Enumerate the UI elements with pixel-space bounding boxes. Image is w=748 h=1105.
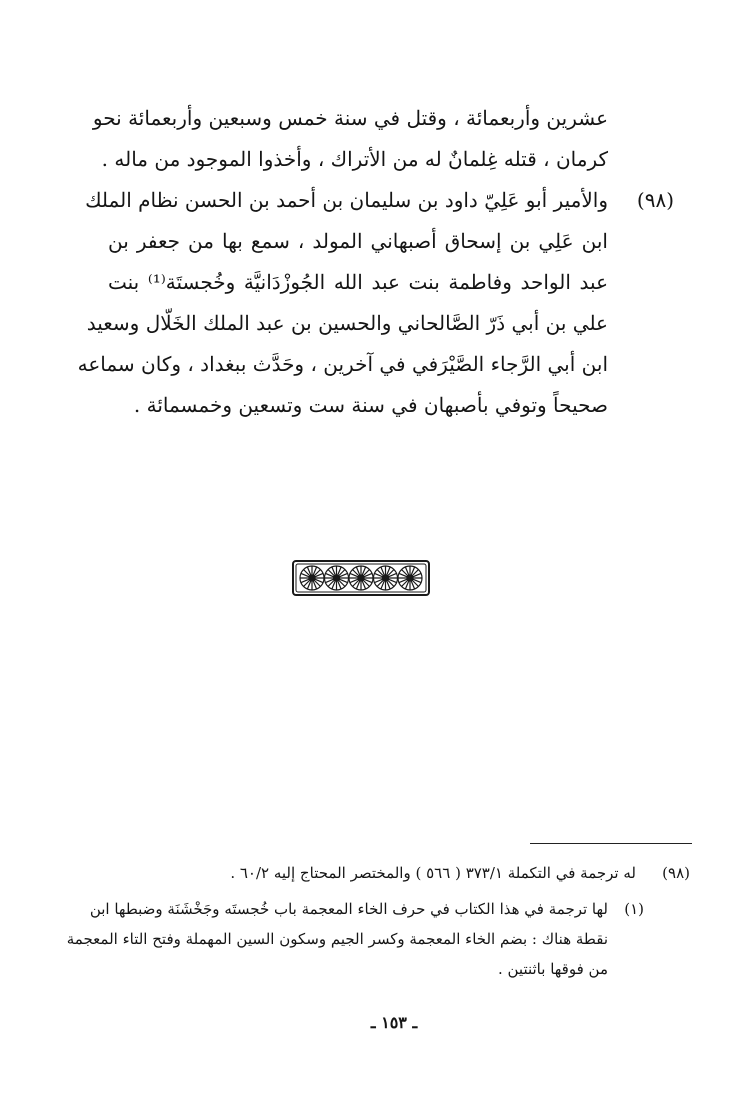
rosette-ornament-icon (292, 560, 430, 596)
entry-number: (٩٨) (636, 188, 674, 212)
footnote-98-text: له ترجمة في التكملة ٣٧٣/١ ( ٥٦٦ ) والمختصر المحتاج إليه ٦٠/٢ . (230, 864, 636, 882)
footnote-1-number: (١) (624, 900, 644, 918)
footnote-1-line-3: من فوقها باثنتين . (497, 960, 608, 978)
page-number: ـ ١٥٣ ـ (370, 1013, 418, 1032)
footnote-separator (530, 843, 692, 844)
text-line-2: كرمان ، قتله غِلمانٌ له من الأتراك ، وأخذوا الموجود من ماله . (101, 147, 608, 171)
text-line-4: ابن عَلِي بن إسحاق أصبهاني المولد ، سمع بها من جعفر بن (108, 229, 608, 253)
footnote-1-line-2: نقطة هناك : بضم الخاء المعجمة وكسر الجيم وسكون السين المهملة وفتح التاء المعجمة (66, 930, 608, 948)
text-line-8: صحيحاً وتوفي بأصبهان في سنة ست وتسعين وخمسمائة . (133, 393, 608, 417)
footnote-98-number: (٩٨) (662, 864, 690, 882)
footnote-1-line-1: لها ترجمة في هذا الكتاب في حرف الخاء المعجمة باب خُجستَه وجَخْشَنَة وضبطها ابن (89, 900, 608, 918)
text-line-6: علي بن أبي ذَرّ الصَّالحاني والحسين بن عبد الملك الخَلّال وسعيد (86, 311, 608, 335)
text-line-5: عبد الواحد وفاطمة بنت عبد الله الجُوزْدَانيَّة وخُجستَة⁽¹⁾ بنت (108, 270, 608, 294)
text-line-3: والأمير أبو عَلِيّ داود بن سليمان بن أحمد بن الحسن نظام الملك (85, 188, 608, 212)
text-line-1: عشرين وأربعمائة ، وقتل في سنة خمس وسبعين وأربعمائة نحو (92, 106, 608, 130)
text-line-7: ابن أبي الرَّجاء الصَّيْرَفي في آخرين ، وحَدَّث ببغداد ، وكان سماعه (77, 352, 608, 376)
